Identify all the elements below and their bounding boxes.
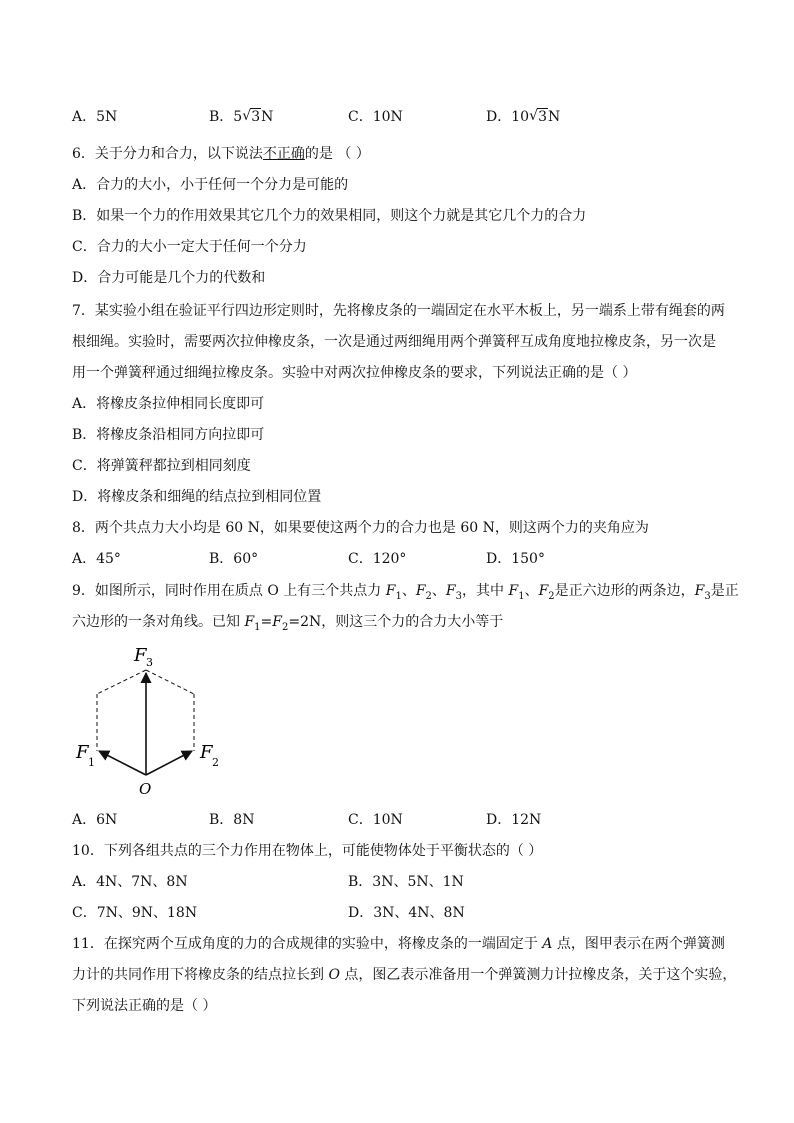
- q10-option-b: B．3N、5N、1N: [348, 874, 464, 890]
- force-f1-arrow: [99, 751, 146, 775]
- q10-option-a: A．4N、7N、8N: [72, 874, 188, 890]
- label-f2: F: [200, 742, 213, 763]
- label-f1: F: [76, 742, 89, 763]
- q10-stem: 10．下列各组共点的三个力作用在物体上，可能使物体处于平衡状态的（ ）: [72, 843, 543, 859]
- q7-option-b: B．将橡皮条沿相同方向拉即可: [72, 427, 265, 443]
- label-f3: F: [134, 645, 147, 666]
- q8-option-c: C．120°: [348, 551, 407, 567]
- q10-option-d: D．3N、4N、8N: [348, 905, 465, 921]
- q8-stem: 8．两个共点力大小均是 60 N，如果要使这两个力的合力也是 60 N，则这两个力的夹角应为: [72, 520, 649, 536]
- q7-stem-line-3: 用一个弹簧秤通过细绳拉橡皮条。实验中对两次拉伸橡皮条的要求，下列说法正确的是（ ）: [72, 365, 637, 381]
- q8-option-d: D．150°: [486, 551, 545, 567]
- q6-option-b: B．如果一个力的作用效果其它几个力的效果相同，则这个力就是其它几个力的合力: [72, 208, 587, 224]
- q5-option-a: A．5N: [72, 109, 118, 125]
- q7-stem-line-2: 根细绳。实验时，需要两次拉伸橡皮条，一次是通过两细绳用两个弹簧秤互成角度地拉橡皮条，另一次是: [72, 334, 716, 350]
- q9-stem-line-2: 六边形的一条对角线。已知 $F_1=F_2=2N$，则这三个力的合力大小等于: [72, 614, 504, 633]
- q7-option-a: A．将橡皮条拉伸相同长度即可: [72, 396, 265, 412]
- q6-option-d: D．合力可能是几个力的代数和: [72, 270, 266, 286]
- label-f2-sub: 2: [212, 756, 219, 769]
- q11-stem-line-1: 11．在探究两个互成角度的力的合成规律的实验中，将橡皮条的一端固定于 A 点，图甲表示在两个弹簧测: [72, 936, 725, 952]
- label-f1-sub: 1: [88, 756, 95, 769]
- q6-stem: 6．关于分力和合力，以下说法不正确的是 （ ）: [72, 146, 370, 162]
- q8-option-b: B．60°: [209, 551, 259, 567]
- q9-stem-line-1: 9．如图所示，同时作用在质点 O 上有三个共点力 $F_1$、$F_2$、$F_3$，其中 $F_1$、$F_2$是正六边形的两条边，$F_3$是正: [72, 583, 739, 602]
- q9-option-a: A．6N: [72, 812, 118, 828]
- q11-stem-line-3: 下列说法正确的是（ ）: [72, 998, 217, 1014]
- q9-option-c: C．10N: [348, 812, 403, 828]
- q5-option-c: C．10N: [348, 109, 403, 125]
- hexagon-edge-top-right: [146, 670, 194, 694]
- q7-option-d: D．将橡皮条和细绳的结点拉到相同位置: [72, 489, 322, 505]
- q6-option-c: C．合力的大小一定大于任何一个分力: [72, 239, 307, 255]
- q7-option-c: C．将弹簧秤都拉到相同刻度: [72, 458, 251, 474]
- force-f2-arrow: [146, 751, 192, 775]
- q8-option-a: A．45°: [72, 551, 121, 567]
- q5-option-d: D．10√ 3N: [486, 108, 560, 126]
- q7-stem-line-1: 7．某实验小组在验证平行四边形定则时，先将橡皮条的一端固定在水平木板上，另一端系上带有绳套的两: [72, 303, 725, 319]
- q6-option-a: A．合力的大小，小于任何一个分力是可能的: [72, 177, 349, 193]
- q9-option-b: B．8N: [209, 812, 255, 828]
- label-o: O: [139, 780, 152, 798]
- q10-option-c: C．7N、9N、18N: [72, 905, 198, 921]
- hexagon-edge-top-left: [97, 670, 146, 694]
- q9-hexagon-force-diagram: [66, 640, 236, 800]
- q5-option-b: B．5√ 3N: [209, 108, 273, 126]
- q11-stem-line-2: 力计的共同作用下将橡皮条的结点拉长到 O 点，图乙表示准备用一个弹簧测力计拉橡皮条，关于这个实验，: [72, 967, 737, 983]
- label-f3-sub: 3: [146, 656, 153, 669]
- q9-option-d: D．12N: [486, 812, 542, 828]
